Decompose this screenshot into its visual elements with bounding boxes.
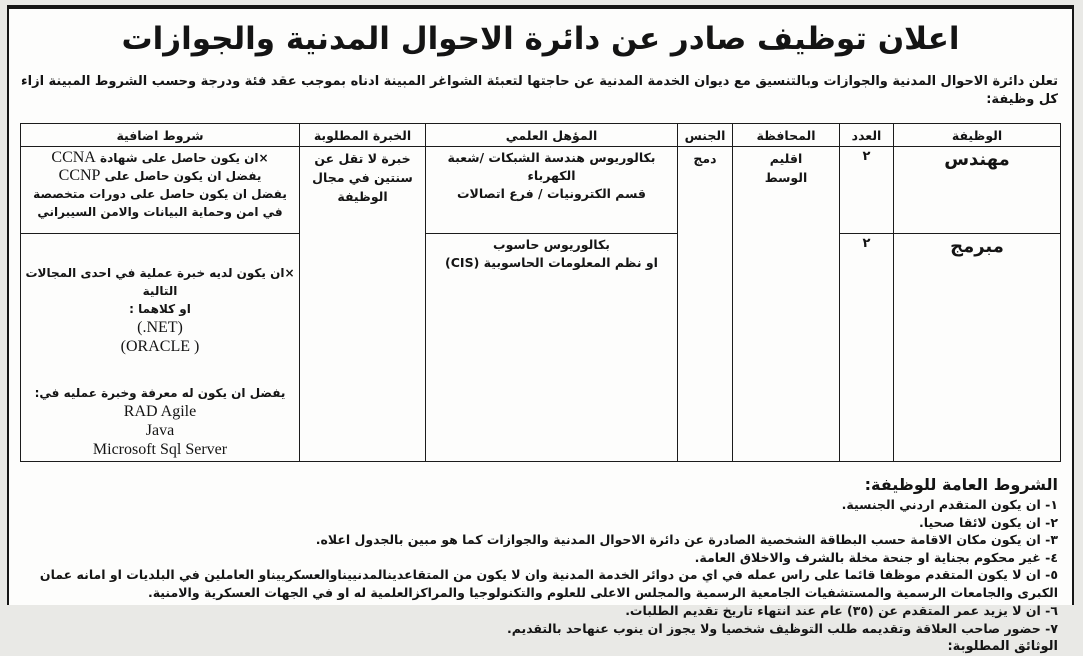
condition-line: يفضل ان يكون له معرفة وخبرة عمليه في: (34, 386, 286, 400)
count-cell-programmer: ٢ (840, 234, 894, 462)
qualification-line: بكالوريوس هندسة الشبكات /شعبة الكهرباء (447, 150, 656, 183)
general-condition-item-4: ٤- غير محكوم بجناية او جنحة مخلة بالشرف والاخلاق العامة. (694, 549, 1058, 565)
col-header-gender: الجنس (678, 124, 733, 147)
position-cell-engineer: مهندس (894, 147, 1061, 234)
extra-conditions-cell-engineer (21, 147, 300, 234)
qualification-line: قسم الكترونيات / فرع اتصالات (457, 186, 646, 201)
col-header-qualification: المؤهل العلمي (426, 124, 678, 147)
condition-skill-net: (NET.) (137, 319, 183, 336)
condition-line: او كلاهما : (129, 302, 191, 316)
experience-cell: خبرة لا تقل عن سنتين في مجال الوظيفة (300, 147, 426, 462)
condition-line (24, 149, 296, 167)
general-conditions-heading: الشروط العامة للوظيفة: (864, 475, 1058, 494)
condition-cert-ccna: CCNA (51, 149, 96, 166)
col-header-position: الوظيفة (894, 124, 1061, 147)
col-header-extra-conditions: شروط اضافية (21, 124, 300, 147)
gender-cell: دمج (678, 147, 733, 462)
condition-line: ×ان يكون لديه خبرة عملية في احدى المجالات التالية (25, 266, 295, 298)
general-condition-item-7: ٧- حضور صاحب العلاقة وتقديمه طلب التوظيف شخصيا ولا يجوز ان ينوب عنهاحد بالتقديم. (506, 620, 1058, 636)
general-conditions-section (19, 474, 1058, 656)
qualification-cell-engineer (426, 147, 678, 234)
qualification-line: بكالوريوس حاسوب (493, 237, 610, 252)
announcement-page (7, 5, 1074, 654)
condition-line: في امن وحماية البيانات والامن السيبراني (37, 205, 283, 219)
position-cell-programmer: مبرمج (894, 234, 1061, 462)
vacancies-table (20, 123, 1061, 462)
condition-cert-ccnp: CCNP (58, 167, 101, 184)
extra-conditions-cell-programmer (21, 234, 300, 462)
required-documents-heading: الوثائق المطلوبة: (947, 639, 1058, 654)
spacer (24, 356, 296, 384)
table-header-row (21, 124, 1061, 147)
col-header-governorate: المحافظة (733, 124, 840, 147)
condition-text-ar: ×ان يكون حاصل على شهادة (100, 151, 269, 165)
general-condition-item-2: ٢- ان يكون لائقا صحيا. (919, 514, 1058, 530)
table-row-programmer (21, 234, 1061, 462)
qualification-cell-programmer (426, 234, 678, 462)
general-condition-item-5: ٥- ان لا يكون المتقدم موظفا قائما على راس عمله في اي من دوائر الخدمة المدنية وان لا يكون من المتقاعدينالمدنييناوالعسكرييناو العاملين في البلديات او امانه عمان الكبرى والجامعات الرسمية والمستشفيات الجامعية الرسمية والمجلس الاعلى للعلوم والتكنولوجيا والمراكزالعلمية له او في الجهات العسكرية والامنية. (39, 567, 1058, 600)
table-row-engineer (21, 147, 1061, 234)
governorate-line: الوسط (764, 170, 808, 185)
intro-text: تعلن دائرة الاحوال المدنية والجوازات وبالتنسيق مع ديوان الخدمة المدنية عن حاجتها لتعبئة الشواغر المبينة ادناه بموجب عقد فئة ودرجة وحسب الشروط المبينة ازاء كل وظيفة: (20, 74, 1058, 107)
condition-text-ar: يفضل ان يكون حاصل على (104, 169, 262, 183)
condition-skill-oracle: ( ORACLE) (120, 338, 200, 355)
page-title: اعلان توظيف صادر عن دائرة الاحوال المدنية والجوازات (121, 21, 960, 57)
count-cell-engineer: ٢ (840, 147, 894, 234)
general-condition-item-6: ٦- ان لا يزيد عمر المتقدم عن (٣٥) عام عند انتهاء تاريخ تقديم الطلبات. (625, 603, 1058, 618)
general-condition-item-1: ١- ان يكون المتقدم اردني الجنسية. (841, 497, 1058, 512)
qualification-line: او نظم المعلومات الحاسوبية (CIS) (445, 255, 658, 270)
condition-skill-rad-agile: RAD Agile (123, 403, 197, 420)
governorate-line: اقليم (769, 151, 803, 166)
condition-skill-sql-server: Microsoft Sql Server (92, 441, 228, 458)
general-condition-item-3: ٣- ان يكون مكان الاقامة حسب البطاقة الشخصية الصادرة عن دائرة الاحوال المدنية والجوازات كما هو مبين بالجدول اعلاه. (315, 532, 1058, 547)
governorate-cell (733, 147, 840, 462)
col-header-count: العدد (840, 124, 894, 147)
condition-line: يفضل ان يكون حاصل على دورات متخصصة (33, 187, 287, 201)
col-header-experience: الخبرة المطلوبة (300, 124, 426, 147)
condition-line (24, 167, 296, 185)
condition-skill-java: Java (145, 422, 175, 439)
